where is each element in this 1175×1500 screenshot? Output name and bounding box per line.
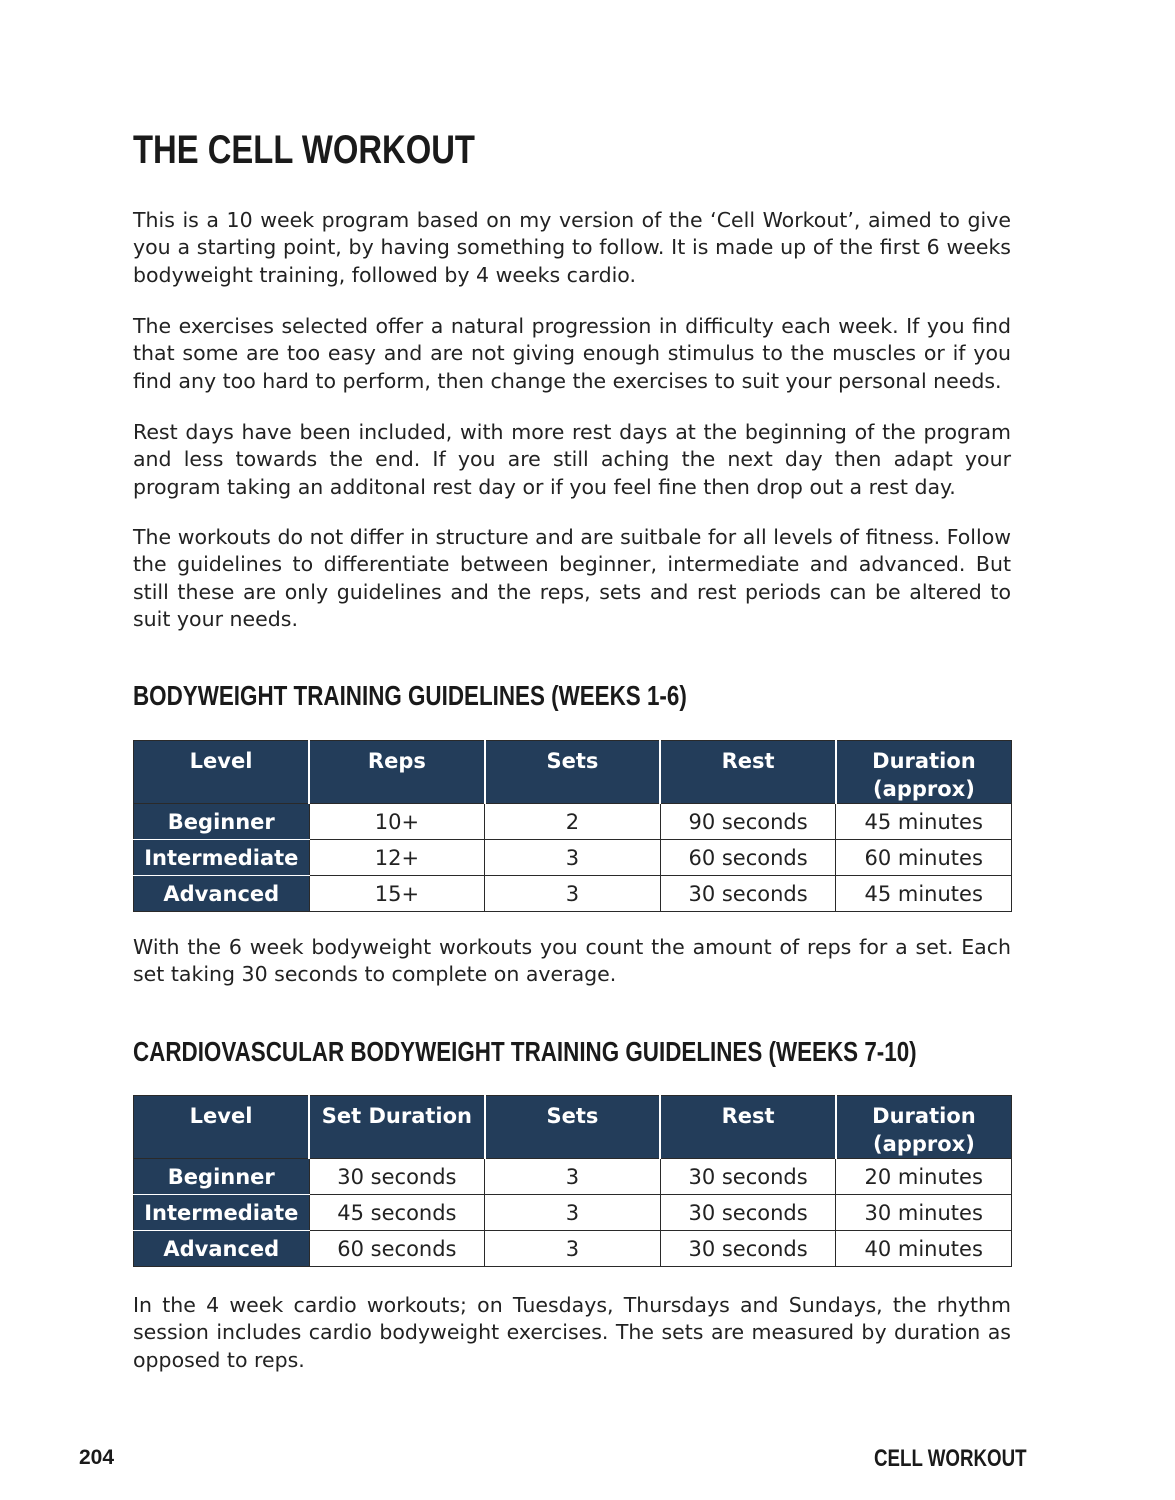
column-header: Level bbox=[134, 1096, 310, 1159]
table-cell: 60 minutes bbox=[836, 840, 1012, 876]
table-cell: 45 minutes bbox=[836, 876, 1012, 912]
level-cell: Advanced bbox=[134, 876, 310, 912]
column-header: Set Duration bbox=[309, 1096, 485, 1159]
cardio-note: In the 4 week cardio workouts; on Tuesdays, Thursdays and Sundays, the rhythm session includes cardio bodyweight exercises. The sets are measured by duration as opposed to reps. bbox=[133, 1293, 1011, 1372]
table-cell: 3 bbox=[485, 840, 661, 876]
table-cell: 10+ bbox=[309, 804, 485, 840]
table-header-row bbox=[134, 741, 1012, 804]
cardio-guidelines-table bbox=[133, 1095, 1012, 1267]
intro-paragraph-3: Rest days have been included, with more rest days at the beginning of the program and less towards the end. If you are still aching the next day then adapt your program taking an additonal rest day or if you feel fine then drop out a rest day. bbox=[133, 420, 1011, 499]
table-cell: 60 seconds bbox=[309, 1231, 485, 1267]
table-cell: 90 seconds bbox=[660, 804, 836, 840]
page-title: THE CELL WORKOUT bbox=[133, 128, 475, 172]
column-header: Rest bbox=[660, 1096, 836, 1159]
level-cell: Beginner bbox=[134, 804, 310, 840]
table-row bbox=[134, 1159, 1012, 1195]
column-header: Reps bbox=[309, 741, 485, 804]
table-cell: 40 minutes bbox=[836, 1231, 1012, 1267]
bodyweight-note: With the 6 week bodyweight workouts you count the amount of reps for a set. Each set taking 30 seconds to complete on average. bbox=[133, 935, 1011, 987]
intro-paragraph-2: The exercises selected offer a natural progression in difficulty each week. If you find that some are too easy and are not giving enough stimulus to the muscles or if you find any too hard to perform, then change the exercises to suit your personal needs. bbox=[133, 314, 1011, 393]
table-cell: 12+ bbox=[309, 840, 485, 876]
table-row bbox=[134, 1231, 1012, 1267]
table-row bbox=[134, 1195, 1012, 1231]
table-cell: 3 bbox=[485, 1195, 661, 1231]
bodyweight-guidelines-table bbox=[133, 740, 1012, 912]
table-cell: 30 seconds bbox=[660, 1159, 836, 1195]
running-title: CELL WORKOUT bbox=[874, 1445, 1027, 1472]
level-cell: Advanced bbox=[134, 1231, 310, 1267]
column-header: Sets bbox=[485, 741, 661, 804]
table-cell: 3 bbox=[485, 876, 661, 912]
page-number: 204 bbox=[79, 1446, 115, 1469]
column-header: Level bbox=[134, 741, 310, 804]
column-header: Duration (approx) bbox=[836, 1096, 1012, 1159]
column-header: Duration (approx) bbox=[836, 741, 1012, 804]
table-cell: 15+ bbox=[309, 876, 485, 912]
level-cell: Intermediate bbox=[134, 840, 310, 876]
level-cell: Intermediate bbox=[134, 1195, 310, 1231]
column-header: Sets bbox=[485, 1096, 661, 1159]
table-cell: 30 seconds bbox=[660, 1231, 836, 1267]
table-row bbox=[134, 876, 1012, 912]
table-cell: 20 minutes bbox=[836, 1159, 1012, 1195]
table-cell: 3 bbox=[485, 1231, 661, 1267]
table-row bbox=[134, 840, 1012, 876]
table-cell: 2 bbox=[485, 804, 661, 840]
section-heading-cardio: CARDIOVASCULAR BODYWEIGHT TRAINING GUIDELINES (WEEKS 7-10) bbox=[133, 1036, 917, 1067]
level-cell: Beginner bbox=[134, 1159, 310, 1195]
column-header: Rest bbox=[660, 741, 836, 804]
intro-paragraph-1: This is a 10 week program based on my version of the ‘Cell Workout’, aimed to give you a starting point, by having something to follow. It is made up of the first 6 weeks bodyweight training, followed by 4 weeks cardio. bbox=[133, 208, 1011, 287]
table-cell: 30 seconds bbox=[660, 1195, 836, 1231]
intro-paragraph-4: The workouts do not differ in structure and are suitbale for all levels of fitness. Follow the guidelines to differentiate between beginner, intermediate and advanced. But still these are only guidelines and the reps, sets and rest periods can be altered to suit your needs. bbox=[133, 525, 1011, 631]
table-cell: 3 bbox=[485, 1159, 661, 1195]
table-cell: 45 minutes bbox=[836, 804, 1012, 840]
table-row bbox=[134, 804, 1012, 840]
table-cell: 30 minutes bbox=[836, 1195, 1012, 1231]
section-heading-bodyweight: BODYWEIGHT TRAINING GUIDELINES (WEEKS 1-6) bbox=[133, 680, 687, 711]
table-cell: 45 seconds bbox=[309, 1195, 485, 1231]
table-cell: 30 seconds bbox=[309, 1159, 485, 1195]
table-header-row bbox=[134, 1096, 1012, 1159]
table-cell: 30 seconds bbox=[660, 876, 836, 912]
table-cell: 60 seconds bbox=[660, 840, 836, 876]
